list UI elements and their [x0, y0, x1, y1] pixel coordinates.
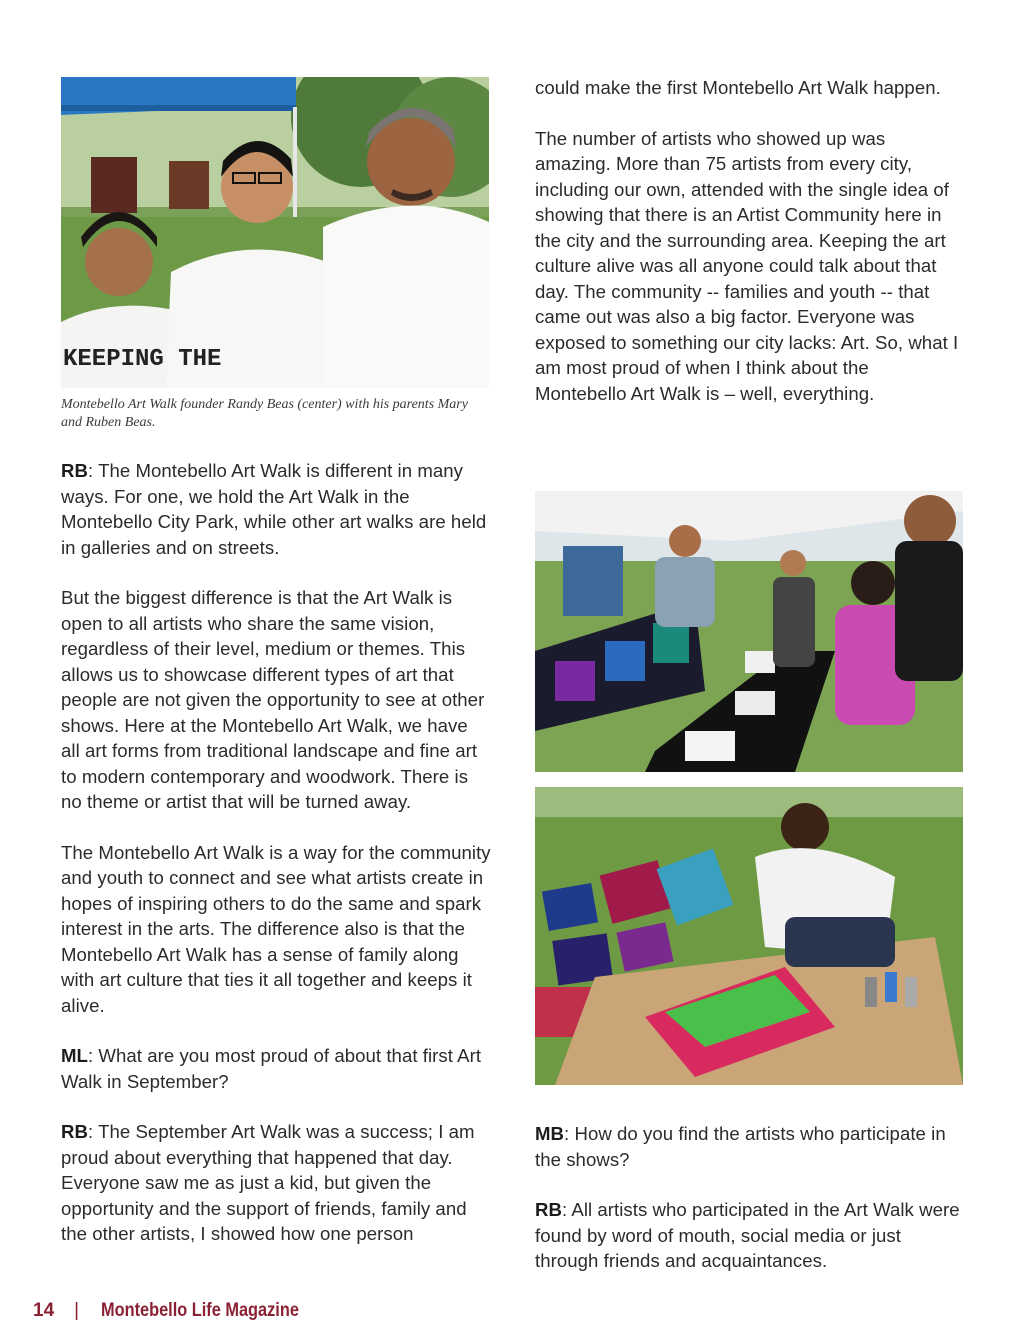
left-para-1: RB: The Montebello Art Walk is different in many ways. For one, we hold the Art Walk in the Montebello City Park, while other art walks are held in galleries and on streets.: [61, 460, 487, 558]
right-para-3: MB: How do you find the artists who participate in the shows?: [535, 1123, 946, 1170]
right-column-top: [535, 75, 965, 406]
speaker-tag: RB: [61, 460, 88, 481]
left-para-2: But the biggest difference is that the Art Walk is open to all artists who share the same vision, regardless of their level, medium or themes. This allows us to showcase different types of art that people are not given the opportunity to see at other shows. Here at the Montebello Art Walk, we have all art forms from traditional landscape and fine art to modern contemporary and woodwork. There is no theme or artist that will be turned away.: [61, 587, 485, 812]
right-column-bottom: [535, 1121, 965, 1274]
speaker-tag: MB: [535, 1123, 565, 1144]
magazine-title: Montebello Life Magazine: [101, 1300, 299, 1321]
left-para-3: The Montebello Art Walk is a way for the community and youth to connect and see what artists create in hopes of inspiring others to do the same and spark interest in the arts. The difference also is that the Montebello Art Walk has a sense of family along with art culture that ties it all together and keeps it alive.: [61, 841, 491, 1016]
right-para-4: RB: All artists who participated in the Art Walk were found by word of mouth, social media or just through friends and acquaintances.: [535, 1199, 960, 1271]
speaker-tag: ML: [61, 1045, 88, 1066]
left-column: [61, 458, 491, 1247]
page-number: 14: [33, 1300, 55, 1321]
speaker-tag: RB: [61, 1121, 88, 1142]
left-para-4: ML: What are you most proud of about that first Art Walk in September?: [61, 1045, 482, 1092]
painter-photo: [535, 787, 963, 1085]
right-para-1: could make the first Montebello Art Walk happen.: [535, 77, 941, 98]
speaker-tag: RB: [535, 1199, 562, 1220]
photo-caption: Montebello Art Walk founder Randy Beas (center) with his parents Mary and Ruben Beas.: [61, 397, 468, 430]
left-para-5: RB: The September Art Walk was a success; I am proud about everything that happened that day. Everyone saw me as just a kid, but given the opportunity and the support of friends, family and the other artists, I showed how one person: [61, 1121, 475, 1244]
shirt-text-left: KEEPING THE: [63, 346, 222, 373]
right-para-2: The number of artists who showed up was amazing. More than 75 artists from every city, including our own, attended with the single idea of showing that there is an Artist Community here in the city and the surrounding area. Keeping the art culture alive was all anyone could talk about that day. The community -- families and youth -- that came out was also a big factor. Everyone was exposed to something our city lacks: Art. So, what I am most proud of when I think about the Montebello Art Walk is – well, everything.: [535, 127, 959, 404]
footer-separator: |: [74, 1300, 80, 1321]
family-photo: [61, 77, 489, 388]
booth-photo: [535, 491, 963, 772]
page-footer: [33, 1298, 331, 1324]
